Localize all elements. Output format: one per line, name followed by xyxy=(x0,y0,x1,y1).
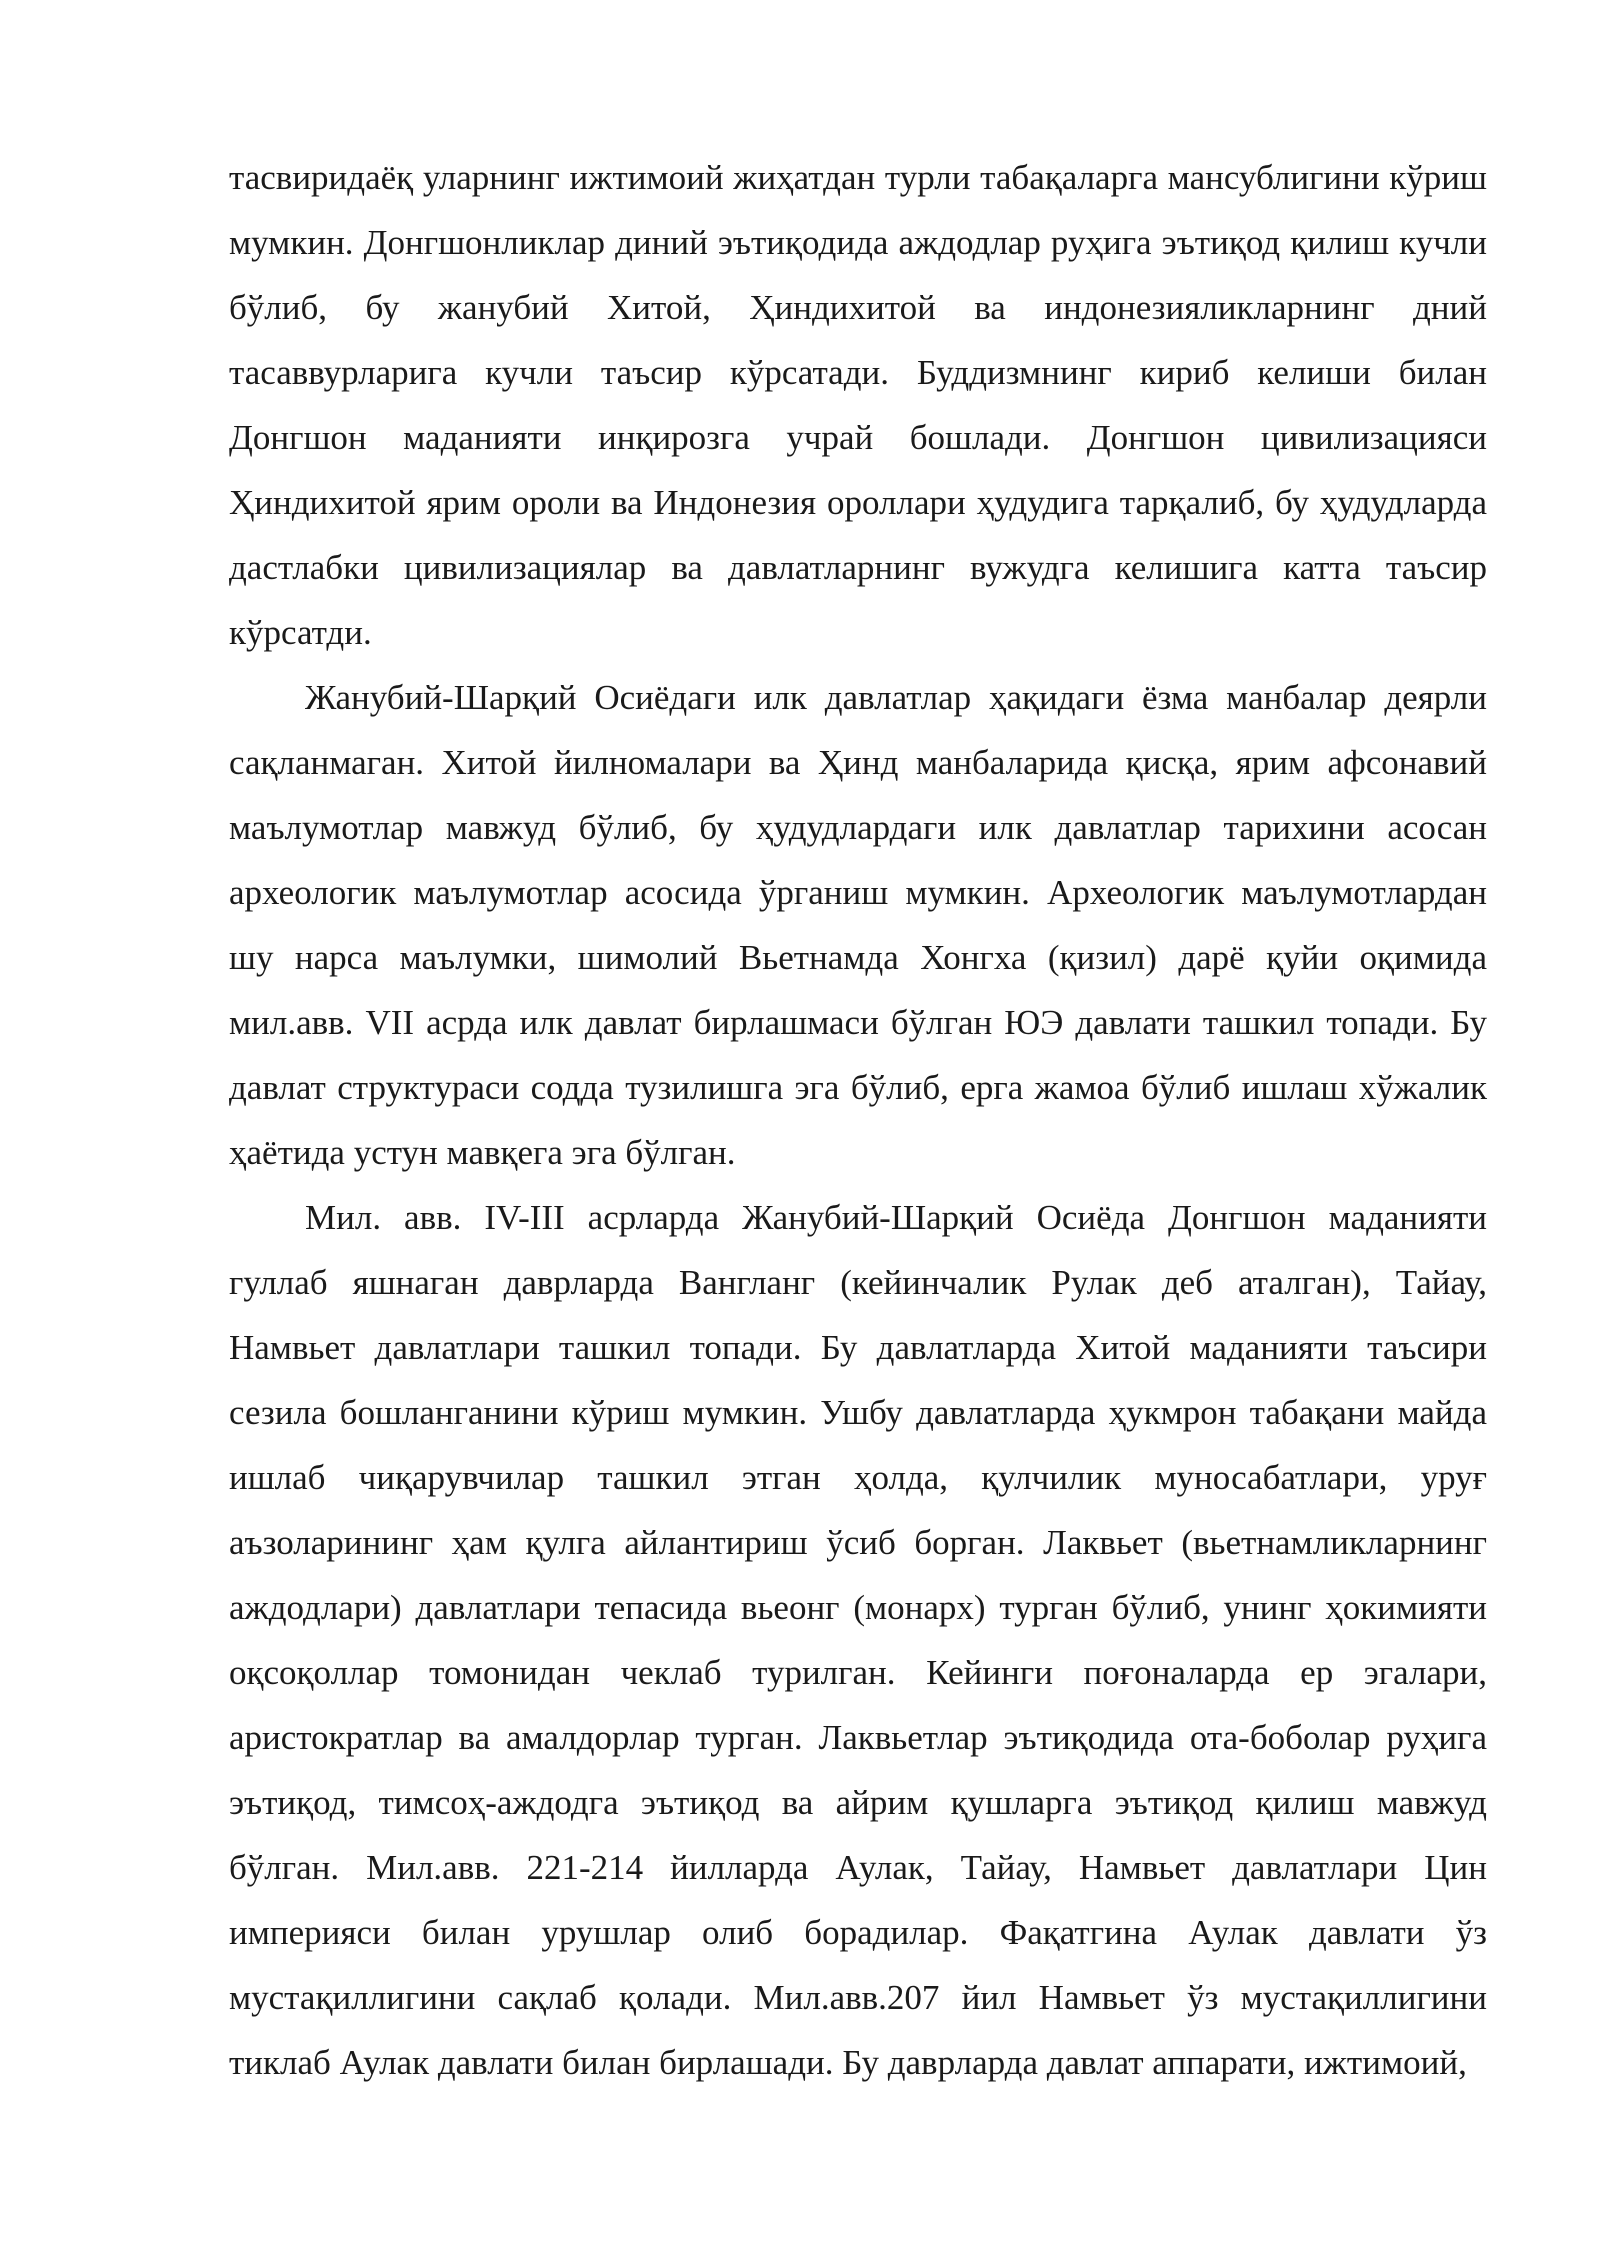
paragraph-3: Мил. авв. IV-III асрларда Жанубий-Шарқий Осиёда Донгшон маданияти гуллаб яшнаган даврларда Вангланг (кейинчалик Рулак деб аталган), Тайау, Намвьет давлатлари ташкил топади. Бу давлатларда Хитой маданияти таъсири сезила бошланганини кўриш мумкин. Ушбу давлатларда ҳукмрон табақани майда ишлаб чиқарувчилар ташкил этган ҳолда, қулчилик муносабатлари, уруғ аъзоларининг ҳам қулга айлантириш ўсиб борган. Лаквьет (вьетнамликларнинг аждодлари) давлатлари тепасида вьеонг (монарх) турган бўлиб, унинг ҳокимияти оқсоқоллар томонидан чеклаб турилган. Кейинги поғоналарда ер эгалари, аристократлар ва амалдорлар турган. Лаквьетлар эътиқодида ота-боболар руҳига эътиқод, тимсоҳ-аждодга эътиқод ва айрим қушларга эътиқод қилиш мавжуд бўлган. Мил.авв. 221-214 йилларда Аулак, Тайау, Намвьет давлатлари Цин империяси билан урушлар олиб борадилар. Фақатгина Аулак давлати ўз мустақиллигини сақлаб қолади. Мил.авв.207 йил Намвьет ўз мустақиллигини тиклаб Аулак давлати билан бирлашади. Бу даврларда давлат аппарати, ижтимоий, xyxy=(229,1198,1487,2082)
paragraph-1: тасвиридаёқ уларнинг ижтимоий жиҳатдан турли табақаларга мансублигини кўриш мумкин. Донгшонликлар диний эътиқодида аждодлар руҳига эътиқод қилиш кучли бўлиб, бу жанубий Хитой, Ҳиндихитой ва индонезияликларнинг дний тасаввурларига кучли таъсир кўрсатади. Буддизмнинг кириб келиши билан Донгшон маданияти инқирозга учрай бошлади. Донгшон цивилизацияси Ҳиндихитой ярим ороли ва Индонезия ороллари ҳудудига тарқалиб, бу ҳудудларда дастлабки цивилизациялар ва давлатларнинг вужудга келишига катта таъсир кўрсатди. xyxy=(229,158,1487,652)
paragraph-2: Жанубий-Шарқий Осиёдаги илк давлатлар ҳақидаги ёзма манбалар деярли сақланмаган. Хитой йилномалари ва Ҳинд манбаларида қисқа, ярим афсонавий маълумотлар мавжуд бўлиб, бу ҳудудлардаги илк давлатлар тарихини асосан археологик маълумотлар асосида ўрганиш мумкин. Археологик маълумотлардан шу нарса маълумки, шимолий Вьетнамда Хонгха (қизил) дарё қуйи оқимида мил.авв. VII асрда илк давлат бирлашмаси бўлган ЮЭ давлати ташкил топади. Бу давлат структураси содда тузилишга эга бўлиб, ерга жамоа бўлиб ишлаш хўжалик ҳаётида устун мавқега эга бўлган. xyxy=(229,678,1487,1172)
body-text xyxy=(229,145,1487,2095)
